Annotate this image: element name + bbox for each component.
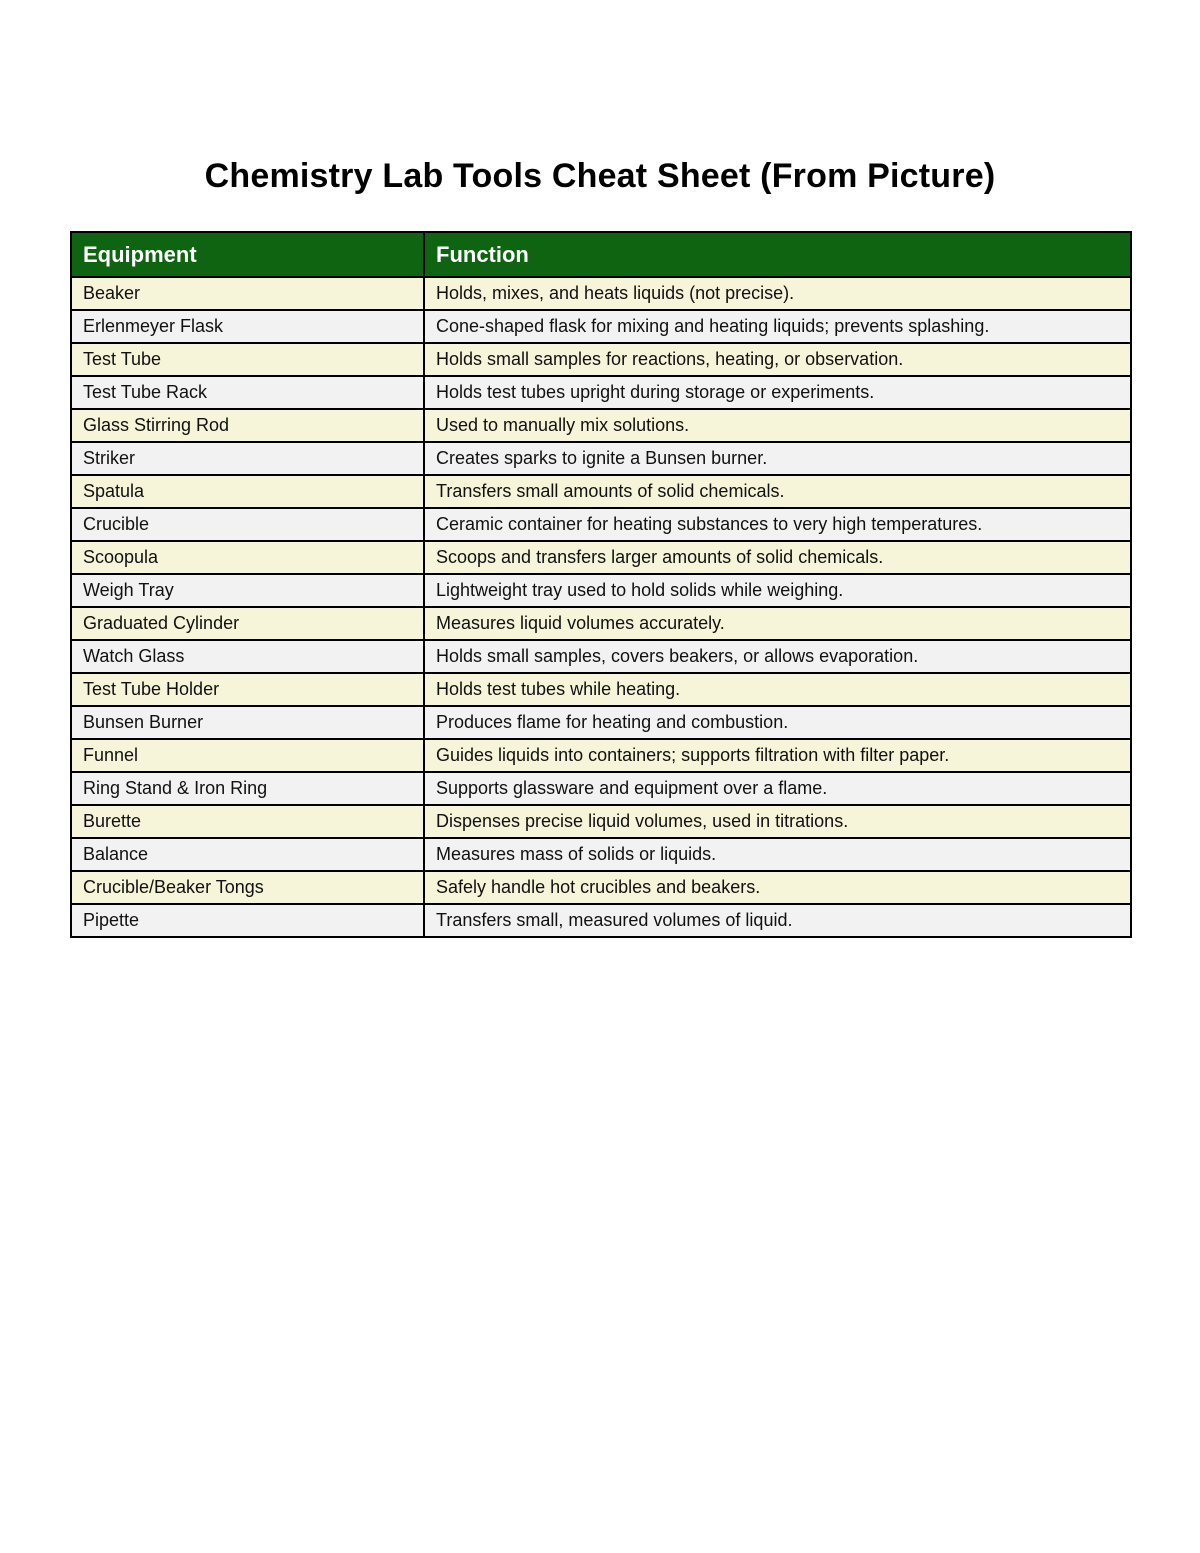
equipment-cell: Graduated Cylinder — [71, 607, 424, 640]
function-cell: Dispenses precise liquid volumes, used in titrations. — [424, 805, 1131, 838]
equipment-cell: Watch Glass — [71, 640, 424, 673]
function-cell: Used to manually mix solutions. — [424, 409, 1131, 442]
equipment-cell: Erlenmeyer Flask — [71, 310, 424, 343]
function-cell: Produces flame for heating and combustion. — [424, 706, 1131, 739]
lab-tools-table — [70, 231, 1132, 938]
function-cell: Ceramic container for heating substances to very high temperatures. — [424, 508, 1131, 541]
table-row — [71, 640, 1131, 673]
equipment-cell: Test Tube Rack — [71, 376, 424, 409]
equipment-cell: Scoopula — [71, 541, 424, 574]
function-cell: Cone-shaped flask for mixing and heating liquids; prevents splashing. — [424, 310, 1131, 343]
table-row — [71, 541, 1131, 574]
equipment-cell: Bunsen Burner — [71, 706, 424, 739]
page-title: Chemistry Lab Tools Cheat Sheet (From Picture) — [204, 157, 996, 195]
function-cell: Safely handle hot crucibles and beakers. — [424, 871, 1131, 904]
function-cell: Supports glassware and equipment over a flame. — [424, 772, 1131, 805]
header-equipment: Equipment — [71, 232, 424, 277]
table-row — [71, 277, 1131, 310]
equipment-cell: Ring Stand & Iron Ring — [71, 772, 424, 805]
equipment-cell: Beaker — [71, 277, 424, 310]
function-cell: Holds small samples for reactions, heating, or observation. — [424, 343, 1131, 376]
function-cell: Measures liquid volumes accurately. — [424, 607, 1131, 640]
equipment-cell: Striker — [71, 442, 424, 475]
table-row — [71, 838, 1131, 871]
table-row — [71, 442, 1131, 475]
equipment-cell: Spatula — [71, 475, 424, 508]
table-row — [71, 475, 1131, 508]
equipment-cell: Test Tube — [71, 343, 424, 376]
equipment-cell: Balance — [71, 838, 424, 871]
table-row — [71, 343, 1131, 376]
function-cell: Holds test tubes upright during storage or experiments. — [424, 376, 1131, 409]
table-row — [71, 805, 1131, 838]
table-row — [71, 772, 1131, 805]
table-row — [71, 904, 1131, 937]
table-row — [71, 508, 1131, 541]
header-function: Function — [424, 232, 1131, 277]
equipment-cell: Burette — [71, 805, 424, 838]
function-cell: Holds test tubes while heating. — [424, 673, 1131, 706]
function-cell: Holds small samples, covers beakers, or allows evaporation. — [424, 640, 1131, 673]
function-cell: Measures mass of solids or liquids. — [424, 838, 1131, 871]
table-header-row — [71, 232, 1131, 277]
table-row — [71, 871, 1131, 904]
equipment-cell: Crucible/Beaker Tongs — [71, 871, 424, 904]
table-row — [71, 574, 1131, 607]
function-cell: Transfers small, measured volumes of liquid. — [424, 904, 1131, 937]
equipment-cell: Pipette — [71, 904, 424, 937]
table-row — [71, 706, 1131, 739]
equipment-cell: Crucible — [71, 508, 424, 541]
equipment-cell: Funnel — [71, 739, 424, 772]
table-row — [71, 409, 1131, 442]
function-cell: Lightweight tray used to hold solids while weighing. — [424, 574, 1131, 607]
table-row — [71, 310, 1131, 343]
function-cell: Scoops and transfers larger amounts of solid chemicals. — [424, 541, 1131, 574]
function-cell: Creates sparks to ignite a Bunsen burner. — [424, 442, 1131, 475]
equipment-cell: Glass Stirring Rod — [71, 409, 424, 442]
equipment-cell: Weigh Tray — [71, 574, 424, 607]
table-row — [71, 376, 1131, 409]
function-cell: Holds, mixes, and heats liquids (not precise). — [424, 277, 1131, 310]
table-row — [71, 739, 1131, 772]
equipment-cell: Test Tube Holder — [71, 673, 424, 706]
table-row — [71, 673, 1131, 706]
function-cell: Transfers small amounts of solid chemicals. — [424, 475, 1131, 508]
function-cell: Guides liquids into containers; supports filtration with filter paper. — [424, 739, 1131, 772]
table-row — [71, 607, 1131, 640]
